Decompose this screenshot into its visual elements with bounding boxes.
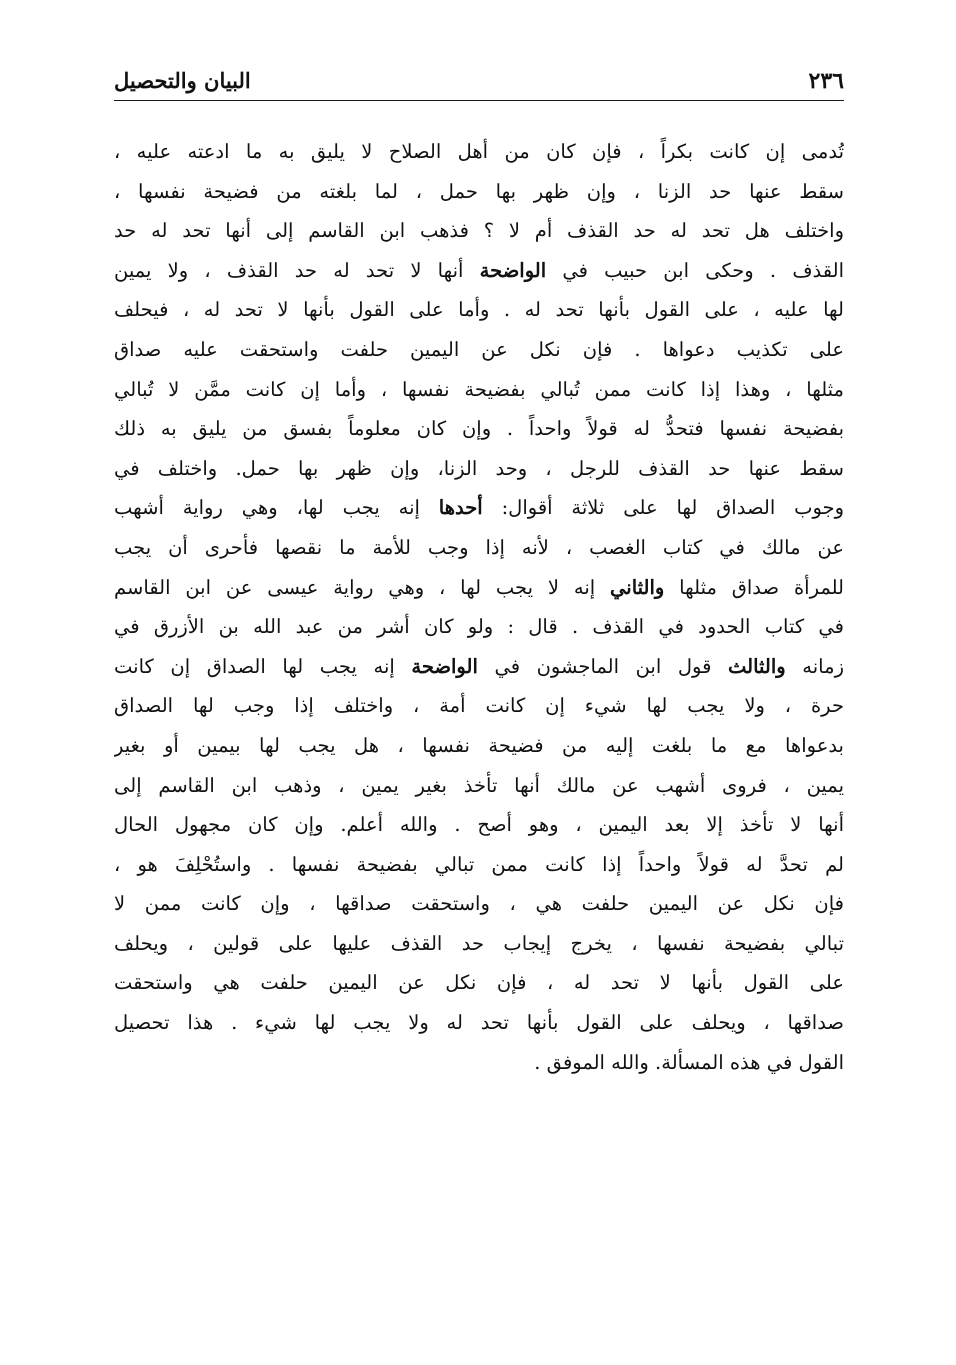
- text-segment: واختلف هل تحد له حد القذف أم لا ؟ فذهب ابن القاسم إلى أنها تحد له حد: [114, 219, 844, 243]
- bold-term: أحدها: [438, 496, 483, 520]
- text-line: [114, 726, 844, 766]
- text-line: [114, 172, 844, 212]
- text-segment: في كتاب الحدود في القذف . قال : ولو كان أشر من عبد الله بن الأزرق في: [114, 615, 844, 639]
- text-segment: تُدمى إن كانت بكراً ، فإن كان من أهل الصلاح لا يليق به ما ادعته عليه ،: [114, 140, 844, 163]
- bold-term: والثاني: [610, 575, 665, 599]
- text-line: [114, 884, 844, 924]
- text-line: [114, 568, 844, 608]
- text-line: [114, 686, 844, 726]
- text-line: [114, 805, 844, 845]
- text-segment: سقط عنها حد الزنا ، وإن ظهر بها حمل ، لما بلغته من فضيحة نفسها ،: [114, 179, 844, 203]
- text-segment: للمرأة صداق مثلها: [664, 575, 844, 599]
- text-segment: صداقها ، ويحلف على القول بأنها تحد له ولا يجب لها شيء . هذا تحصيل: [114, 1011, 844, 1035]
- text-line: [114, 1003, 844, 1043]
- text-segment: قول ابن الماجشون في: [477, 654, 729, 678]
- text-segment: وجوب الصداق لها على ثلاثة أقوال:: [482, 496, 844, 520]
- text-line: [114, 132, 844, 172]
- text-segment: زمانه: [785, 654, 844, 678]
- text-segment: على تكذيب دعواها . فإن نكل عن اليمين حلفت واستحقت عليه صداق: [114, 337, 844, 361]
- body-text: [114, 132, 844, 1082]
- text-line: [114, 766, 844, 806]
- text-line: [114, 211, 844, 251]
- text-segment: تبالي بفضيحة نفسها ، يخرج إيجاب حد القذف عليها على قولين ، ويحلف: [114, 931, 844, 955]
- text-line: [114, 963, 844, 1003]
- text-segment: سقط عنها حد القذف للرجل ، وحد الزنا، وإن ظهر بها حمل. واختلف في: [114, 456, 844, 480]
- text-segment: على القول بأنها لا تحد له ، فإن نكل عن اليمين حلفت هي واستحقت: [114, 971, 844, 995]
- text-segment: لم تحدَّ له قولاً واحداً إذا كانت ممن تبالي بفضيحة نفسها . واستُحْلِفَ هو ،: [114, 852, 844, 876]
- text-line: [114, 528, 844, 568]
- text-line: [114, 449, 844, 489]
- text-line: [114, 409, 844, 449]
- text-line: [114, 607, 844, 647]
- text-line: [114, 1043, 844, 1083]
- text-segment: مثلها ، وهذا إذا كانت ممن تُبالي بفضيحة نفسها ، وأما إن كانت ممَّن لا تُبالي: [114, 377, 844, 401]
- text-line: [114, 290, 844, 330]
- text-segment: فإن نكل عن اليمين حلفت هي ، واستحقت صداقها ، وإن كانت ممن لا: [114, 892, 844, 916]
- page-number: ٢٣٦: [808, 68, 844, 94]
- text-segment: أنها لا تأخذ إلا بعد اليمين ، وهو أصح . والله أعلم. وإن كان مجهول الحال: [114, 813, 844, 837]
- page-header: [114, 66, 844, 101]
- bold-term: والثالث: [728, 654, 786, 678]
- bold-term: الواضحة: [411, 654, 478, 678]
- text-segment: إنه يجب لها، وهي رواية أشهب: [114, 496, 439, 520]
- text-line: [114, 330, 844, 370]
- text-segment: القول في هذه المسألة. والله الموفق .: [534, 1050, 844, 1074]
- text-segment: لها عليه ، على القول بأنها تحد له . وأما على القول بأنها لا تحد له ، فيحلف: [114, 298, 844, 322]
- text-segment: يمين ، فروى أشهب عن مالك أنها تأخذ بغير يمين ، وذهب ابن القاسم إلى: [114, 773, 844, 797]
- text-segment: بفضيحة نفسها فتحدُّ له قولاً واحداً . وإن كان معلوماً بفسق من يليق به ذلك: [114, 417, 844, 441]
- text-segment: القذف . وحكى ابن حبيب في: [546, 258, 844, 282]
- text-segment: إنه لا يجب لها ، وهي رواية عيسى عن ابن القاسم: [114, 575, 611, 599]
- text-line: [114, 845, 844, 885]
- text-line: [114, 488, 844, 528]
- text-segment: بدعواها مع ما بلغت إليه من فضيحة نفسها ، هل يجب لها بيمين أو بغير: [114, 733, 844, 757]
- text-line: [114, 924, 844, 964]
- text-segment: عن مالك في كتاب الغصب ، لأنه إذا وجب للأمة ما نقصها فأحرى أن يجب: [114, 535, 844, 559]
- text-segment: حرة ، ولا يجب لها شيء إن كانت أمة ، واختلف إذا وجب لها الصداق: [114, 694, 844, 718]
- text-line: [114, 647, 844, 687]
- text-segment: أنها لا تحد له حد القذف ، ولا يمين: [114, 258, 480, 282]
- text-line: [114, 370, 844, 410]
- text-line: [114, 251, 844, 291]
- text-segment: إنه يجب لها الصداق إن كانت: [114, 654, 412, 678]
- bold-term: الواضحة: [479, 258, 547, 282]
- running-title: البيان والتحصيل: [114, 68, 251, 93]
